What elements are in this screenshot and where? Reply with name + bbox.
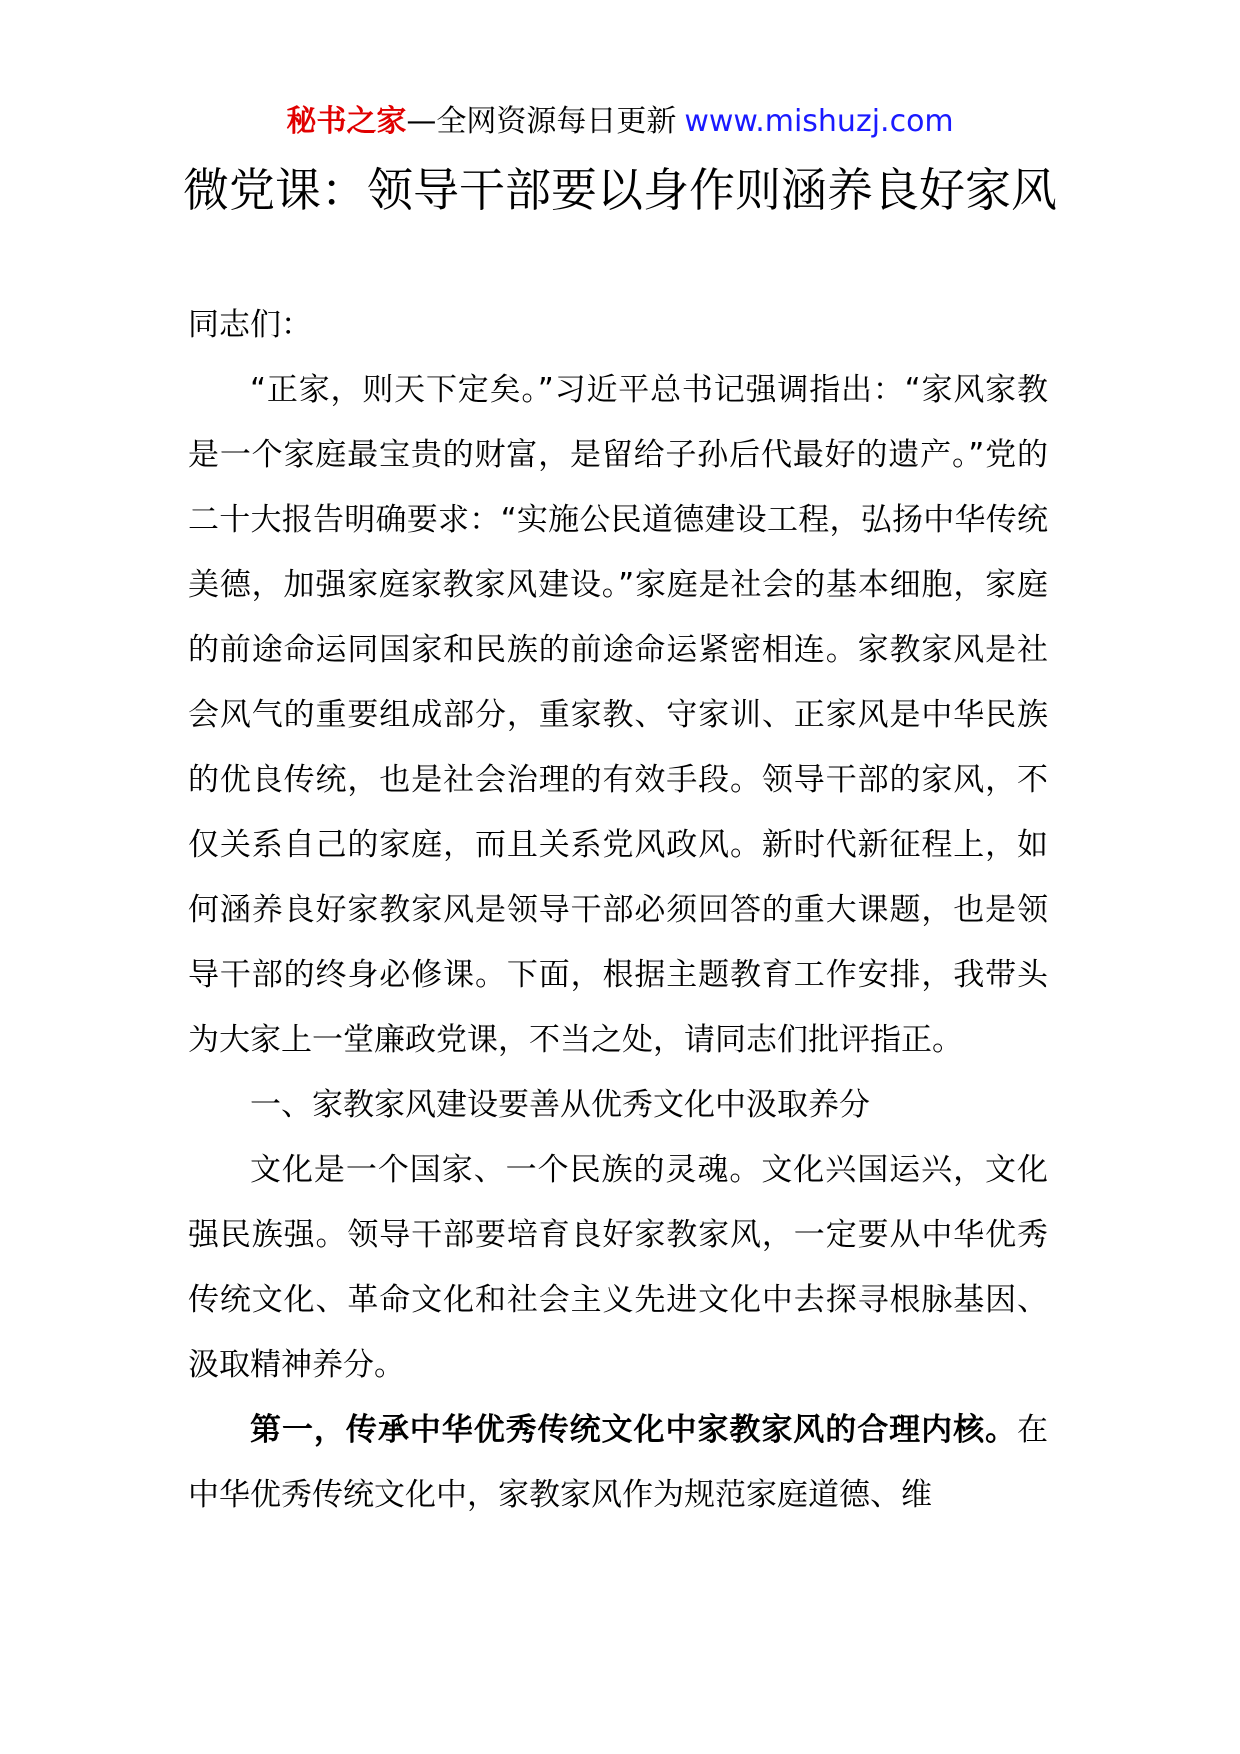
document-body bbox=[188, 293, 1048, 1528]
section-heading-1: 一、家教家风建设要善从优秀文化中汲取养分 bbox=[250, 1087, 870, 1123]
paragraph-intro: “正家，则天下定矣。”习近平总书记强调指出：“家风家教是一个家庭最宝贵的财富，是留给子孙后代最好的遗产。”党的二十大报告明确要求：“实施公民道德建设工程，弘扬中华传统美德，加强家庭家教家风建设。”家庭是社会的基本细胞，家庭的前途命运同国家和民族的前途命运紧密相连。家教家风是社会风气的重要组成部分，重家教、守家训、正家风是中华民族的优良传统，也是社会治理的有效手段。领导干部的家风，不仅关系自己的家庭，而且关系党风政风。新时代新征程上，如何涵养良好家教家风是领导干部必须回答的重大课题，也是领导干部的终身必修课。下面，根据主题教育工作安排，我带头为大家上一堂廉政党课，不当之处，请同志们批评指正。 bbox=[188, 372, 1048, 1058]
brand-name: 秘书之家 bbox=[286, 104, 407, 139]
first-point-text: 在中华优秀传统文化中，家教家风作为规范家庭道德、维 bbox=[188, 1412, 1048, 1513]
document-title: 微党课：领导干部要以身作则涵养良好家风 bbox=[183, 163, 1057, 217]
paragraph-first-point bbox=[188, 1398, 1048, 1528]
page-header bbox=[0, 100, 1240, 144]
header-url-link[interactable]: www.mishuzj.com bbox=[684, 104, 954, 139]
salutation: 同志们： bbox=[188, 307, 312, 343]
header-tagline: —全网资源每日更新 bbox=[406, 104, 677, 139]
first-point-lead: 第一，传承中华优秀传统文化中家教家风的合理内核。 bbox=[250, 1412, 1017, 1448]
paragraph-culture: 文化是一个国家、一个民族的灵魂。文化兴国运兴，文化强民族强。领导干部要培育良好家教家风，一定要从中华优秀传统文化、革命文化和社会主义先进文化中去探寻根脉基因、汲取精神养分。 bbox=[188, 1152, 1048, 1383]
